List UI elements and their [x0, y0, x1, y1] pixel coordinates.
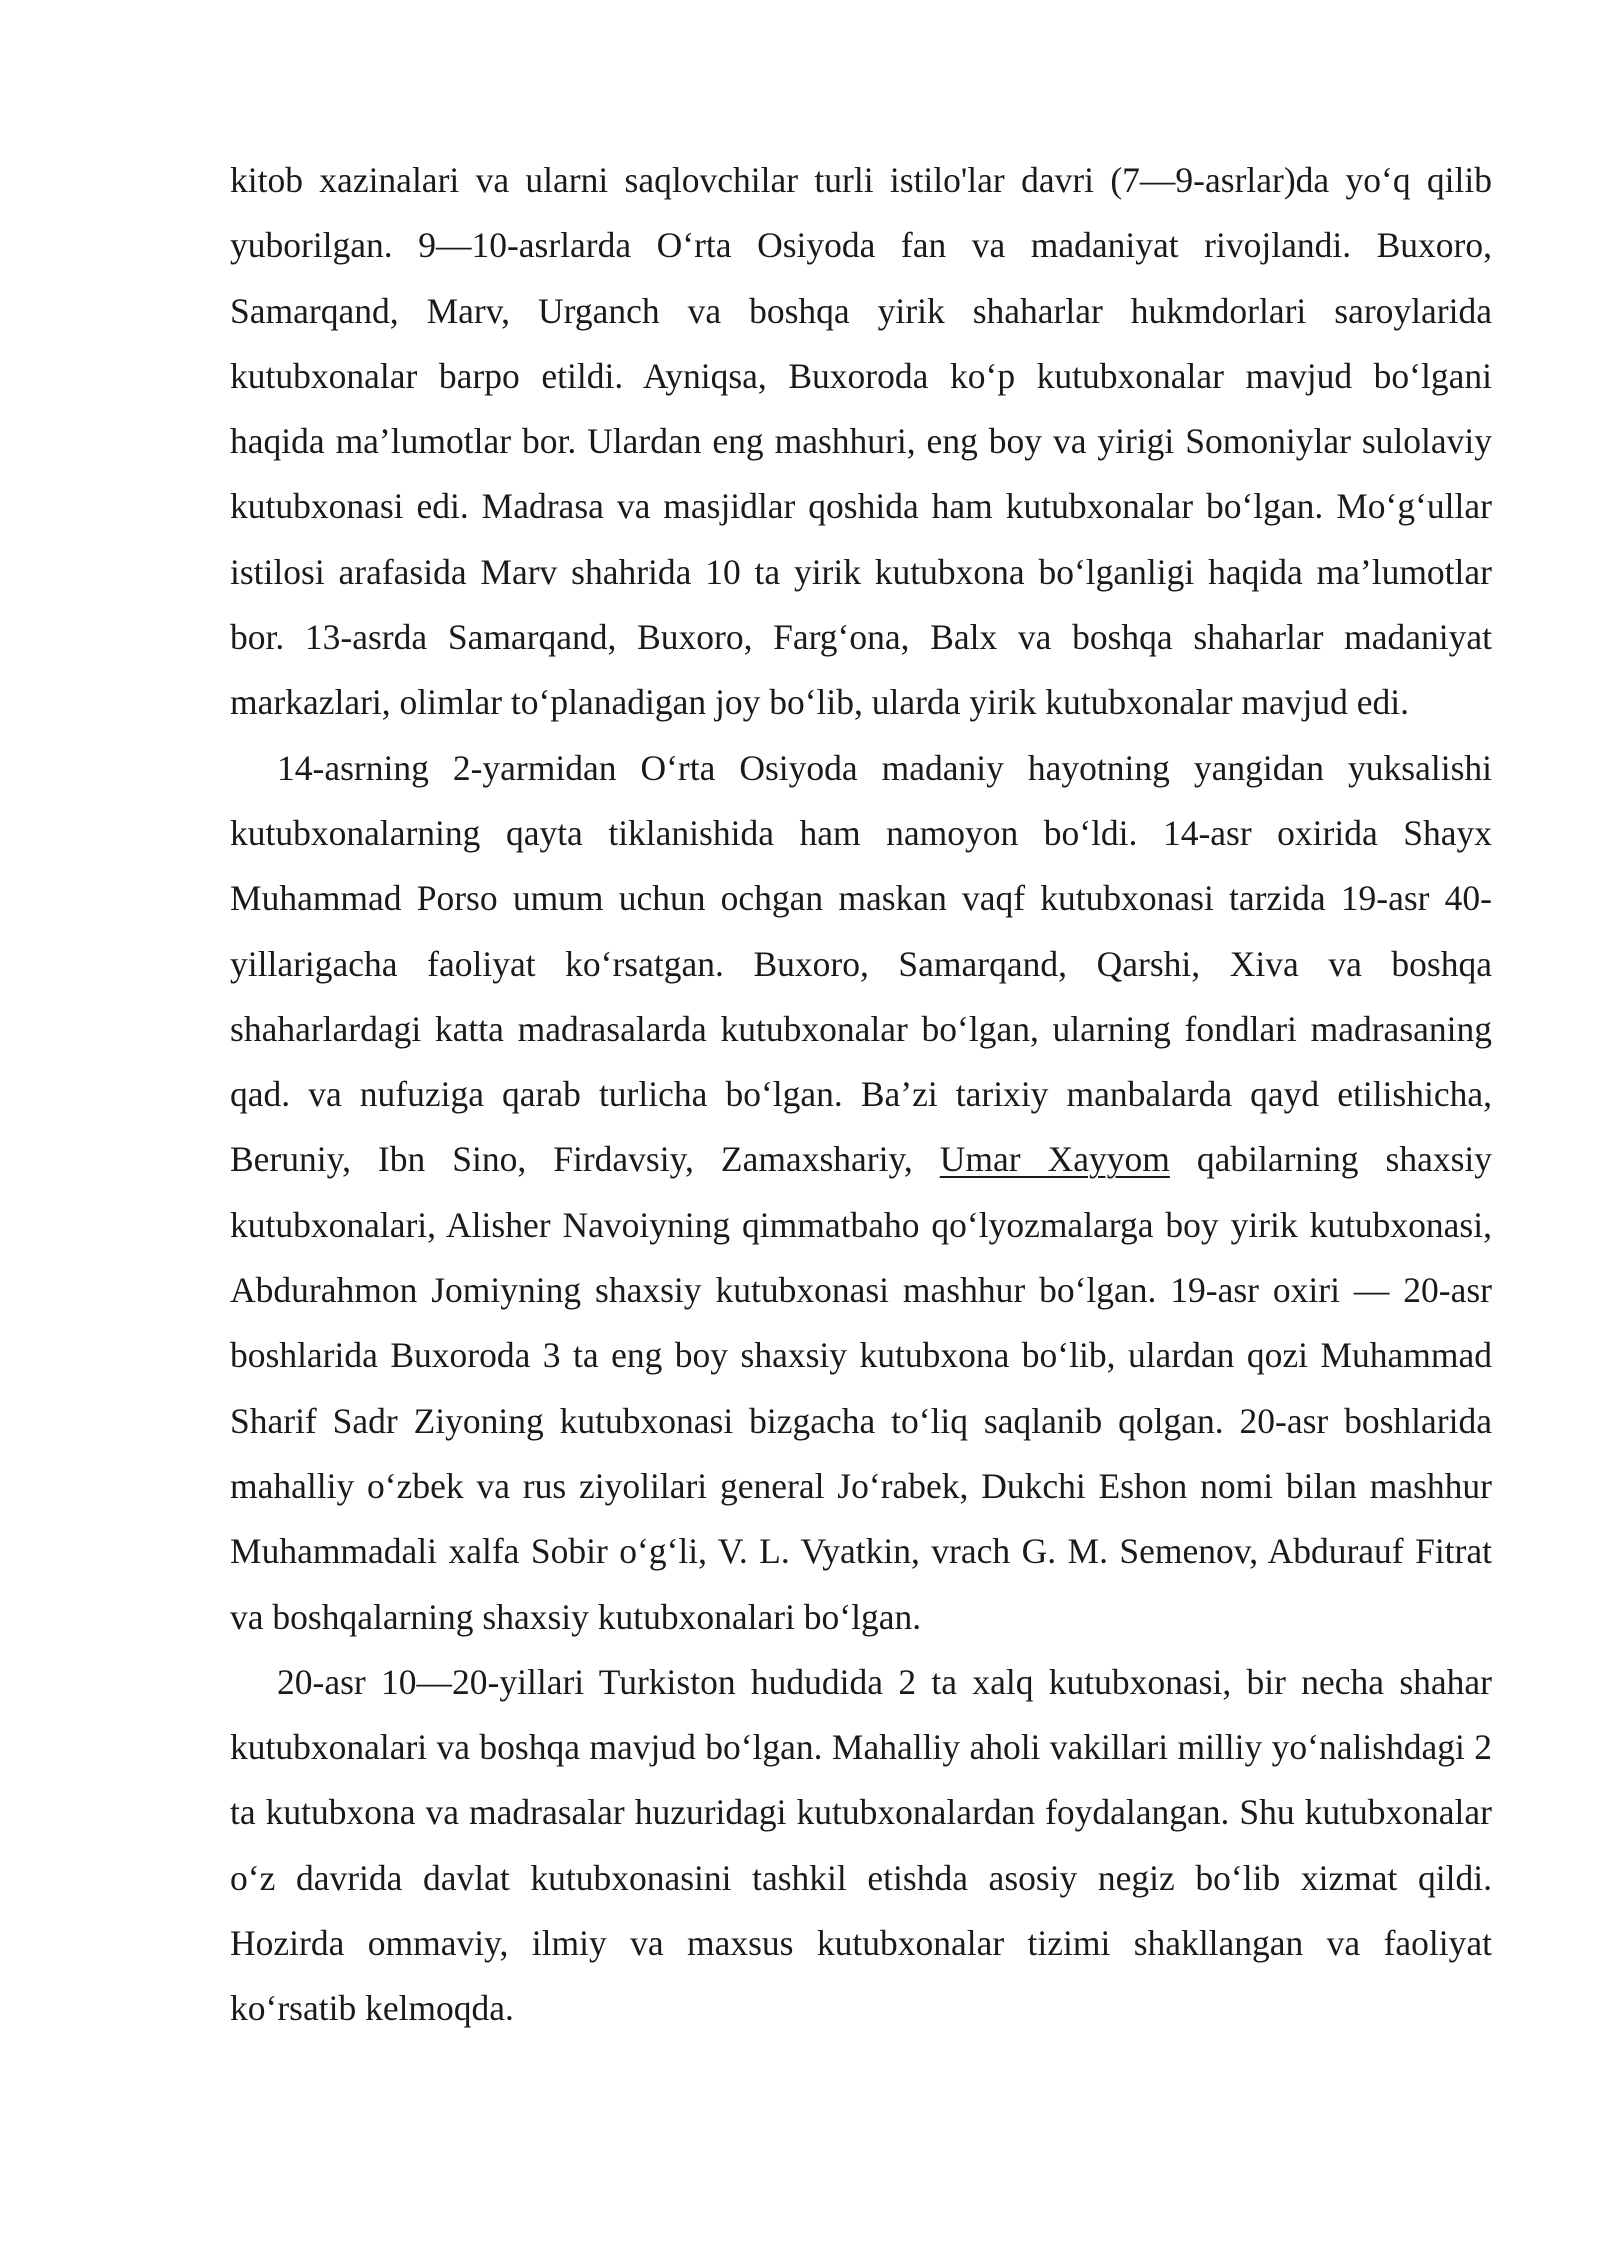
umar-xayyom-link[interactable]: Umar Xayyom — [939, 1139, 1170, 1180]
paragraph-2-text-after-link: qabilarning shaxsiy kutubxonalari, Alisher Navoiyning qimmatbaho qo‘lyozmalarga boy yirik kutubxonasi, Abdurahmon Jomiyning shaxsiy kutubxonasi mashhur bo‘lgan. 19-asr oxiri — 20-asr boshlarida Buxoroda 3 ta eng boy shaxsiy kutubxona bo‘lib, ulardan qozi Muhammad Sharif Sadr Ziyoning kutubxonasi bizgacha to‘liq saqlanib qolgan. 20-asr boshlarida mahalliy o‘zbek va rus ziyolilari general Jo‘rabek, Dukchi Eshon nomi bilan mashhur Muhammadali xalfa Sobir o‘g‘li, V. L. Vyatkin, vrach G. M. Semenov, Abdurauf Fitrat va boshqalarning shaxsiy kutubxonalari bo‘lgan. — [230, 1139, 1493, 1637]
paragraph-2-text-before-link: 14-asrning 2-yarmidan O‘rta Osiyoda madaniy hayotning yangidan yuksalishi kutubxonalarning qayta tiklanishida ham namoyon bo‘ldi. 14-asr oxirida Shayx Muhammad Porso umum uchun ochgan maskan vaqf kutubxonasi tarzida 19-asr 40-yillarigacha faoliyat ko‘rsatgan. Buxoro, Samarqand, Qarshi, Xiva va boshqa shaharlardagi katta madrasalarda kutubxonalar bo‘lgan, ularning fondlari madrasaning qad. va nufuziga qarab turlicha bo‘lgan. Ba’zi tarixiy manbalarda qayd etilishicha, Beruniy, Ibn Sino, Firdavsiy, Zamaxshariy, — [230, 747, 1492, 1180]
paragraph-2 — [230, 736, 1492, 1650]
paragraph-1: kitob xazinalari va ularni saqlovchilar turli istilo'lar davri (7—9-asrlar)da yo‘q qilib yuborilgan. 9—10-asrlarda O‘rta Osiyoda fan va madaniyat rivojlandi. Buxoro, Samarqand, Marv, Urganch va boshqa yirik shaharlar hukmdorlari saroylarida kutubxonalar barpo etildi. Ayniqsa, Buxoroda ko‘p kutubxonalar mavjud bo‘lgani haqida ma’lumotlar bor. Ulardan eng mashhuri, eng boy va yirigi Somoniylar sulolaviy kutubxonasi edi. Madrasa va masjidlar qoshida ham kutubxonalar bo‘lgan. Mo‘g‘ullar istilosi arafasida Marv shahrida 10 ta yirik kutubxona bo‘lganligi haqida ma’lumotlar bor. 13-asrda Samarqand, Buxoro, Farg‘ona, Balx va boshqa shaharlar madaniyat markazlari, olimlar to‘planadigan joy bo‘lib, ularda yirik kutubxonalar mavjud edi. — [230, 160, 1492, 723]
paragraph-3: 20-asr 10—20-yillari Turkiston hududida 2 ta xalq kutubxonasi, bir necha shahar kutubxonalari va boshqa mavjud bo‘lgan. Mahalliy aholi vakillari milliy yo‘nalishdagi 2 ta kutubxona va madrasalar huzuridagi kutubxonalardan foydalangan. Shu kutubxonalar o‘z davrida davlat kutubxonasini tashkil etishda asosiy negiz bo‘lib xizmat qildi. Hozirda ommaviy, ilmiy va maxsus kutubxonalar tizimi shakllangan va faoliyat ko‘rsatib kelmoqda. — [230, 1661, 1492, 2029]
document-page — [230, 148, 1492, 2042]
